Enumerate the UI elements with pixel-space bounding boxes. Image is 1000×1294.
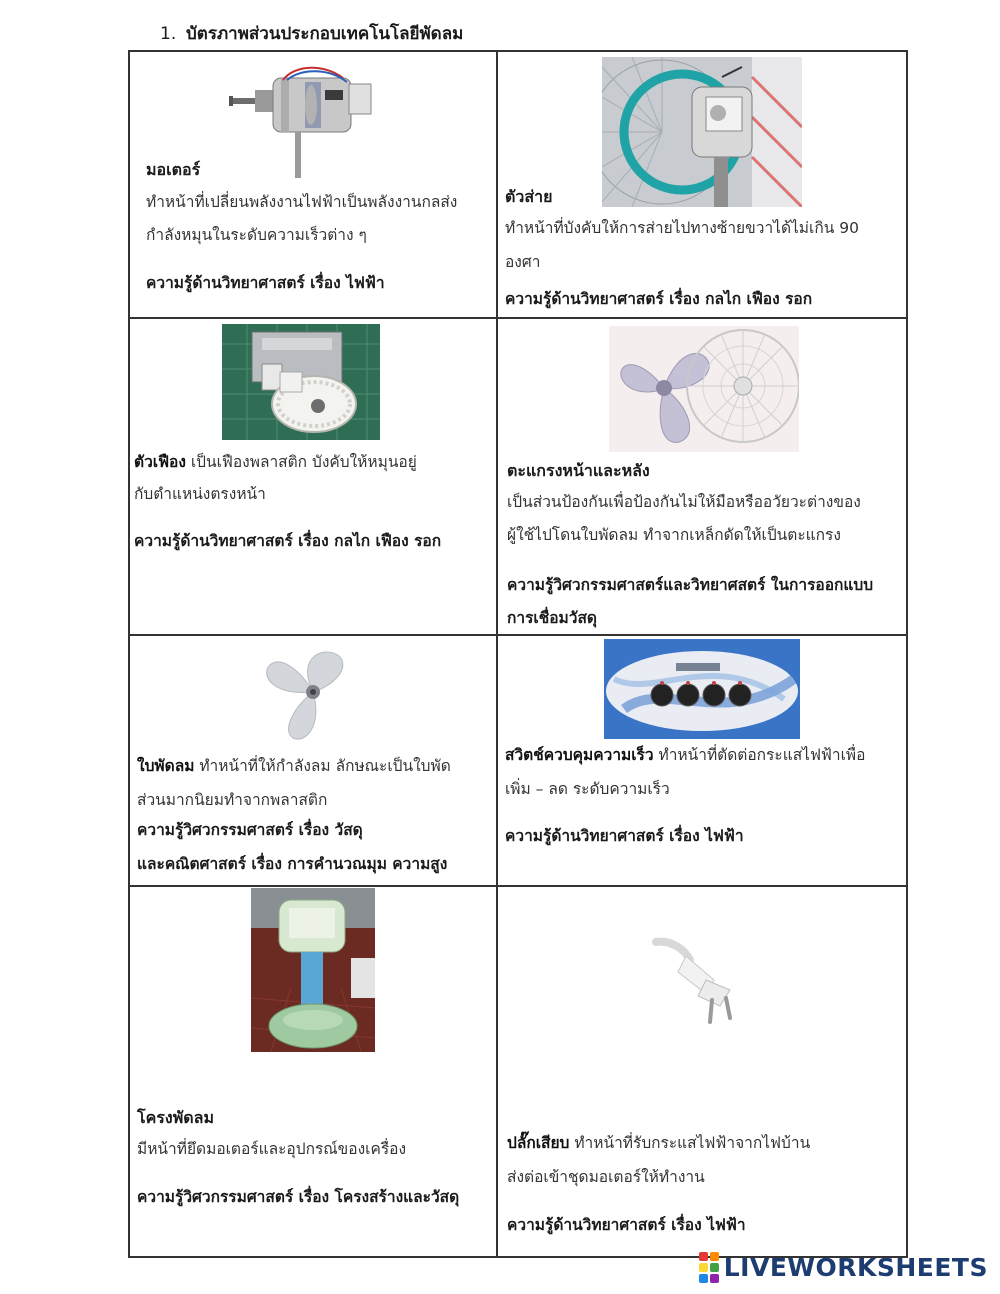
switch-desc-line1 [505,739,865,772]
plug-knowledge: ความรู้ด้านวิทยาศาสตร์ เรื่อง ไฟฟ้า [507,1216,746,1234]
motor-desc-line1: ทำหน้าที่เปลี่ยนพลังงานไฟฟ้าเป็นพลังงานกลส่ง [146,193,458,211]
worksheet-heading [160,20,463,47]
switch-desc-line1-text: ทำหน้าที่ตัดต่อกระแสไฟฟ้าเพื่อ [653,746,866,764]
oscillator-title: ตัวส่าย [505,187,553,206]
guard-knowledge-line2: การเชื่อมวัสดุ [507,609,597,627]
motor-title: มอเตอร์ [146,160,201,179]
switch-knowledge: ความรู้ด้านวิทยาศาสตร์ เรื่อง ไฟฟ้า [505,827,744,845]
liveworksheets-logo-icon [699,1252,719,1283]
logo-square-3 [699,1263,708,1272]
oscillator-image [602,57,802,207]
table-row-divider-3 [128,885,908,887]
gear-desc-line1-text: เป็นเฟืองพลาสติก บังคับให้หมุนอยู่ [185,453,417,471]
blade-title: ใบพัดลม [137,757,195,775]
frame-image [251,888,375,1052]
table-row-divider-1 [128,317,908,319]
blade-desc-line1-text: ทำหน้าที่ให้กำลังลม ลักษณะเป็นใบพัด [194,757,451,775]
logo-square-1 [699,1252,708,1261]
blade-knowledge-line2: และคณิตศาสตร์ เรื่อง การคำนวณมุม ความสูง [137,855,448,873]
gear-desc-line2: กับตำแหน่งตรงหน้า [134,485,266,503]
plug-title: ปลั๊กเสียบ [507,1134,570,1152]
frame-desc-line1: มีหน้าที่ยึดมอเตอร์และอุปกรณ์ของเครื่อง [137,1140,407,1158]
heading-number: 1. [160,24,177,44]
oscillator-desc-line2: องศา [505,253,541,271]
heading-text: บัตรภาพส่วนประกอบเทคโนโลยีพัดลม [186,24,464,44]
liveworksheets-logo[interactable] [699,1252,988,1282]
switch-desc-line2: เพิ่ม – ลด ระดับความเร็ว [505,780,670,798]
motor-knowledge: ความรู้ด้านวิทยาศาสตร์ เรื่อง ไฟฟ้า [146,274,385,292]
motor-image [225,60,385,180]
plug-desc-line2: ส่งต่อเข้าชุดมอเตอร์ให้ทำงาน [507,1168,705,1186]
blade-knowledge-line1: ความรู้วิศวกรรมศาสตร์ เรื่อง วัสดุ [137,821,363,839]
blade-image [255,646,365,744]
guard-knowledge-line1: ความรู้วิศวกรรมศาสตร์และวิทยาศสตร์ ในการออกแบบ [507,576,874,594]
blade-desc-line1 [137,750,451,783]
logo-square-4 [710,1263,719,1272]
guard-desc-line1: เป็นส่วนป้องกันเพื่อป้องกันไม่ให้มือหรืออวัยวะต่างของ [507,493,861,511]
table-divider-vertical [496,50,498,1258]
table-border-right [906,50,908,1258]
frame-knowledge: ความรู้วิศวกรรมศาสตร์ เรื่อง โครงสร้างและวัสดุ [137,1188,460,1206]
logo-square-2 [710,1252,719,1261]
motor-desc-line2: กำลังหมุนในระดับความเร็วต่าง ๆ [146,226,367,244]
plug-desc-line1-text: ทำหน้าที่รับกระแสไฟฟ้าจากไฟบ้าน [569,1134,811,1152]
gear-image [222,324,380,440]
guard-title: ตะแกรงหน้าและหลัง [507,461,650,480]
switch-title: สวิตช์ควบคุมความเร็ว [505,746,654,764]
logo-square-5 [699,1274,708,1283]
plug-desc-line1 [507,1127,810,1160]
frame-title: โครงพัดลม [137,1108,214,1127]
gear-desc-line1 [134,446,417,479]
plug-image [650,930,746,1030]
guard-desc-line2: ผู้ใช้ไปโดนใบพัดลม ทำจากเหล็กดัดให้เป็นตะแกรง [507,526,841,544]
gear-title: ตัวเฟือง [134,453,186,471]
table-border-left [128,50,130,1258]
blade-desc-line2: ส่วนมากนิยมทำจากพลาสติก [137,791,328,809]
liveworksheets-logo-text: LIVEWORKSHEETS [723,1252,988,1282]
switch-image [604,639,800,739]
logo-square-6 [710,1274,719,1283]
guard-image [609,326,799,452]
oscillator-desc-line1: ทำหน้าที่บังคับให้การส่ายไปทางซ้ายขวาได้ไม่เกิน 90 [505,219,859,237]
table-border-top [128,50,908,52]
gear-knowledge: ความรู้ด้านวิทยาศาสตร์ เรื่อง กลไก เฟือง รอก [134,532,442,550]
oscillator-knowledge: ความรู้ด้านวิทยาศาสตร์ เรื่อง กลไก เฟือง รอก [505,290,813,308]
